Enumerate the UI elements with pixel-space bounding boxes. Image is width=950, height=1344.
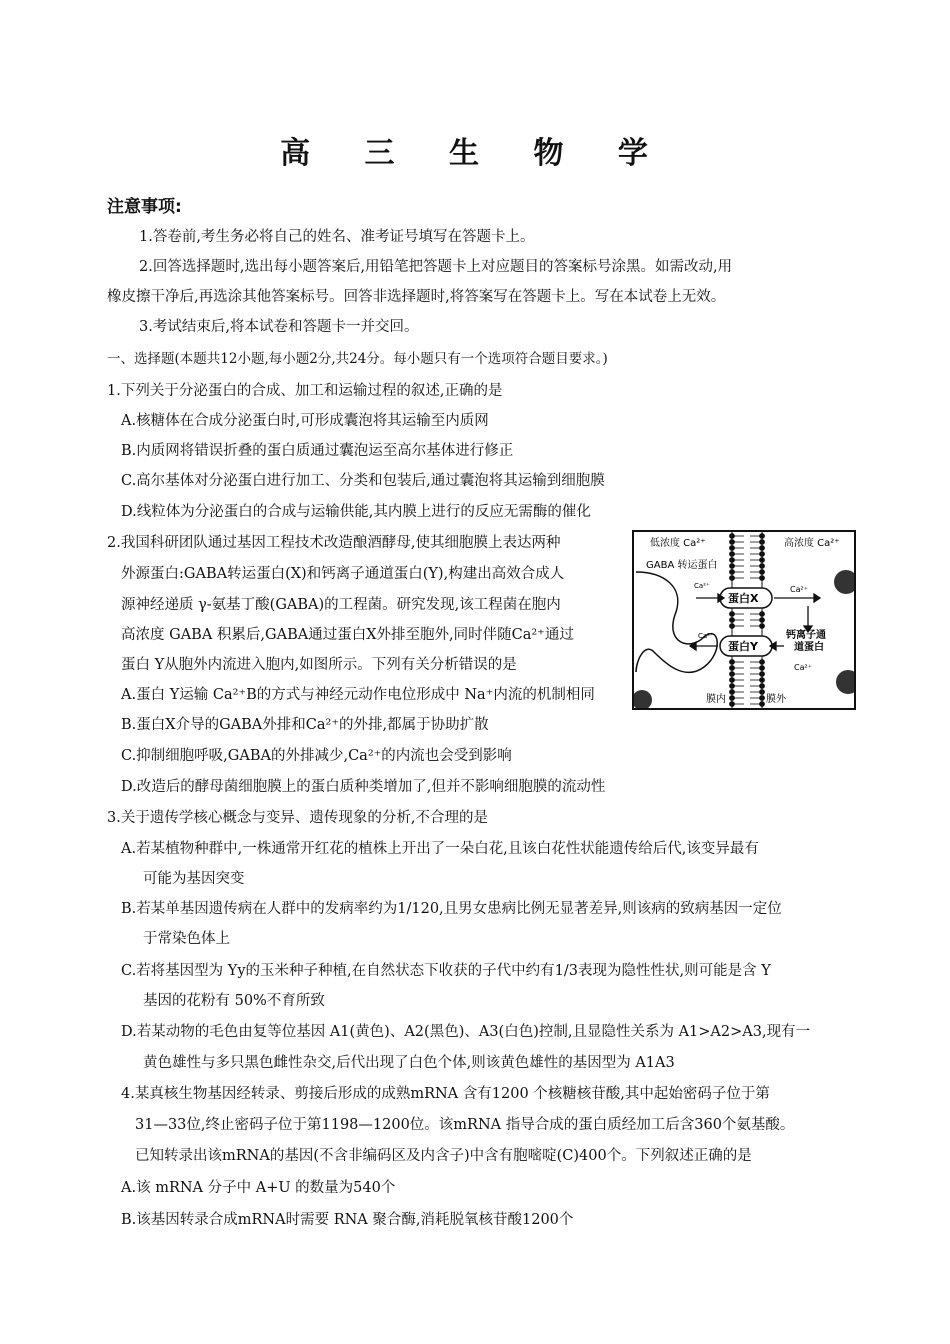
q4-stem-line-1: 4.某真核生物基因经转录、剪接后形成的成熟mRNA 含有1200 个核糖核苷酸,其中起始密码子位于第 bbox=[121, 1086, 770, 1102]
ca-label-left-top: Ca²⁺ bbox=[694, 582, 710, 590]
lipid-head bbox=[760, 618, 765, 623]
notice-item-1: 1.答卷前,考生务必将自己的姓名、准考证号填写在答题卡上。 bbox=[139, 229, 535, 245]
lipid-head bbox=[730, 558, 735, 563]
vesicle-circle-left bbox=[634, 690, 652, 708]
low-conc-label: 低浓度 Ca²⁺ bbox=[650, 538, 706, 549]
notice-item-3: 3.考试结束后,将本试卷和答题卡一并交回。 bbox=[139, 319, 419, 335]
lipid-head bbox=[730, 684, 735, 689]
membrane-outside-label: 膜外 bbox=[766, 694, 786, 705]
notice-item-2-cont: 橡皮擦干净后,再选涂其他答案标号。回答非选择题时,将答案写在答题卡上。写在本试卷上无效。 bbox=[107, 289, 726, 305]
notice-item-2: 2.回答选择题时,选出每小题答案后,用铅笔把答题卡上对应题目的答案标号涂黑。如需改动,用 bbox=[139, 259, 733, 275]
lipid-head bbox=[730, 612, 735, 617]
lipid-head bbox=[760, 672, 765, 677]
q3-option-d: D.若某动物的毛色由复等位基因 A1(黄色)、A2(黑色)、A3(白色)控制,且显隐性关系为 A1>A2>A3,现有一 bbox=[121, 1024, 811, 1040]
q1-option-a: A.核糖体在合成分泌蛋白时,可形成囊泡将其运输至内质网 bbox=[121, 413, 489, 429]
lipid-head bbox=[730, 672, 735, 677]
q2-option-a: A.蛋白 Y运输 Ca²⁺B的方式与神经元动作电位形成中 Na⁺内流的机制相同 bbox=[121, 687, 595, 703]
lipid-head bbox=[760, 690, 765, 695]
ca-label-right-top: Ca²⁺ bbox=[790, 585, 808, 594]
lipid-head bbox=[760, 702, 765, 707]
q2-stem-line-5: 蛋白 Y从胞外内流进入胞内,如图所示。下列有关分析错误的是 bbox=[121, 657, 517, 673]
q3-option-a: A.若某植物种群中,一株通常开红花的植株上开出了一朵白花,且该白花性状能遗传给后代,该变异最有 bbox=[121, 841, 759, 857]
lipid-head bbox=[760, 540, 765, 545]
lipid-head bbox=[760, 624, 765, 629]
q4-stem-line-3: 已知转录出该mRNA的基因(不含非编码区及内含子)中含有胞嘧啶(C)400个。下列叙述正确的是 bbox=[135, 1148, 752, 1164]
lipid-head bbox=[760, 678, 765, 683]
q3-option-a-cont: 可能为基因突变 bbox=[143, 871, 245, 887]
protein-x-label: 蛋白X bbox=[728, 592, 759, 605]
q1-stem: 1.下列关于分泌蛋白的合成、加工和运输过程的叙述,正确的是 bbox=[107, 383, 503, 399]
ca-channel-label-2: 道蛋白 bbox=[794, 642, 824, 653]
q4-option-a: A.该 mRNA 分子中 A+U 的数量为540个 bbox=[121, 1180, 396, 1196]
q2-stem-line-3: 源神经递质 γ-氨基丁酸(GABA)的工程菌。研究发现,该工程菌在胞内 bbox=[121, 597, 561, 613]
q1-option-b: B.内质网将错误折叠的蛋白质通过囊泡运至高尔基体进行修正 bbox=[121, 443, 514, 459]
lipid-head bbox=[760, 666, 765, 671]
lipid-head bbox=[730, 552, 735, 557]
lipid-head bbox=[730, 618, 735, 623]
lipid-head bbox=[730, 696, 735, 701]
lipid-head bbox=[760, 684, 765, 689]
lipid-head bbox=[730, 546, 735, 551]
lipid-head bbox=[760, 612, 765, 617]
membrane-transport-figure bbox=[632, 530, 856, 710]
lipid-head bbox=[730, 660, 735, 665]
lipid-head bbox=[730, 702, 735, 707]
q3-option-c-cont: 基因的花粉有 50%不育所致 bbox=[143, 993, 325, 1009]
membrane-bilayer bbox=[730, 532, 765, 708]
ca-channel-label-1: 钙离子通 bbox=[786, 630, 826, 641]
q3-stem: 3.关于遗传学核心概念与变异、遗传现象的分析,不合理的是 bbox=[107, 810, 488, 826]
q3-option-d-cont: 黄色雄性与多只黑色雌性杂交,后代出现了白色个体,则该黄色雄性的基因型为 A1A3 bbox=[143, 1055, 675, 1071]
lipid-head bbox=[730, 570, 735, 575]
q4-stem-line-2: 31—33位,终止密码子位于第1198—1200位。该mRNA 指导合成的蛋白质经加工后含360个氨基酸。 bbox=[135, 1117, 795, 1133]
ca-label-left-bottom: Ca²⁺ bbox=[698, 632, 714, 640]
lipid-head bbox=[760, 552, 765, 557]
lipid-head bbox=[730, 678, 735, 683]
q2-stem-line-2: 外源蛋白:GABA转运蛋白(X)和钙离子通道蛋白(Y),构建出高效合成人 bbox=[121, 566, 565, 582]
lipid-head bbox=[730, 540, 735, 545]
gaba-transporter-label: GABA 转运蛋白 bbox=[646, 560, 718, 571]
q3-option-b-cont: 于常染色体上 bbox=[143, 931, 230, 947]
lipid-head bbox=[730, 666, 735, 671]
lipid-head bbox=[760, 564, 765, 569]
q2-option-b: B.蛋白X介导的GABA外排和Ca²⁺的外排,都属于协助扩散 bbox=[121, 717, 489, 733]
vesicle-circle-right-top bbox=[834, 570, 854, 594]
notice-heading: 注意事项: bbox=[107, 197, 182, 217]
lipid-head bbox=[730, 564, 735, 569]
lipid-head bbox=[760, 546, 765, 551]
lipid-head bbox=[760, 558, 765, 563]
lipid-head bbox=[760, 696, 765, 701]
lipid-head bbox=[760, 570, 765, 575]
q2-stem-line-1: 2.我国科研团队通过基因工程技术改造酿酒酵母,使其细胞膜上表达两种 bbox=[107, 535, 561, 551]
lipid-head bbox=[730, 690, 735, 695]
q2-option-d: D.改造后的酵母菌细胞膜上的蛋白质种类增加了,但并不影响细胞膜的流动性 bbox=[121, 779, 606, 795]
q3-option-c: C.若将基因型为 Yy的玉米种子种植,在自然状态下收获的子代中约有1/3表现为隐性性状,则可能是含 Y bbox=[121, 963, 771, 979]
ca-label-right-bottom: Ca²⁺ bbox=[794, 663, 812, 672]
lipid-head bbox=[760, 660, 765, 665]
q2-stem-line-4: 高浓度 GABA 积累后,GABA通过蛋白X外排至胞外,同时伴随Ca²⁺通过 bbox=[121, 627, 574, 643]
protein-y-label: 蛋白Y bbox=[728, 640, 758, 653]
page-title: 高 三 生 物 学 bbox=[280, 136, 670, 171]
lipid-head bbox=[730, 534, 735, 539]
q1-option-c: C.高尔基体对分泌蛋白进行加工、分类和包装后,通过囊泡将其运输到细胞膜 bbox=[121, 473, 605, 489]
q3-option-b: B.若某单基因遗传病在人群中的发病率约为1/120,且男女患病比例无显著差异,则该病的致病基因一定位 bbox=[121, 901, 782, 917]
membrane-inside-label: 膜内 bbox=[706, 694, 726, 705]
high-conc-label: 高浓度 Ca²⁺ bbox=[784, 538, 840, 549]
lipid-head bbox=[760, 576, 765, 581]
lipid-head bbox=[730, 576, 735, 581]
vesicle-circle-right-bottom bbox=[836, 670, 854, 694]
lipid-head bbox=[760, 534, 765, 539]
q4-option-b: B.该基因转录合成mRNA时需要 RNA 聚合酶,消耗脱氧核苷酸1200个 bbox=[121, 1212, 574, 1228]
q2-option-c: C.抑制细胞呼吸,GABA的外排减少,Ca²⁺的内流也会受到影响 bbox=[121, 748, 512, 764]
lipid-head bbox=[730, 624, 735, 629]
section-heading: 一、选择题(本题共12小题,每小题2分,共24分。每小题只有一个选项符合题目要求。) bbox=[107, 351, 608, 367]
q1-option-d: D.线粒体为分泌蛋白的合成与运输供能,其内膜上进行的反应无需酶的催化 bbox=[121, 504, 591, 520]
